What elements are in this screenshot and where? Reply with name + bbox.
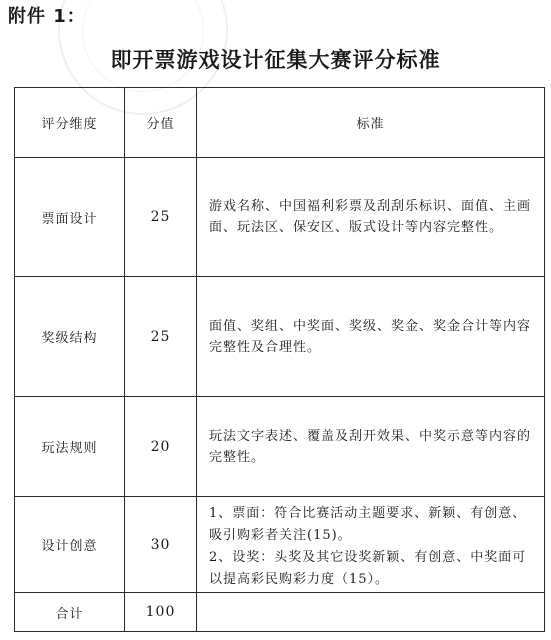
table-row (15, 277, 545, 397)
table-row (15, 397, 545, 497)
table-total-row (15, 593, 545, 632)
total-label: 合计 (15, 593, 125, 632)
criteria-item: 1、票面：符合比赛活动主题要求、新颖、有创意、吸引购彩者关注(15)。 (209, 506, 527, 543)
row-score: 20 (125, 397, 197, 497)
table-header-row (15, 88, 545, 158)
header-score: 分值 (125, 88, 197, 158)
criteria-item: 2、设奖：头奖及其它设奖新颖、有创意、中奖面可以提高彩民购彩力度（15）。 (209, 550, 527, 587)
row-dimension: 票面设计 (15, 158, 125, 277)
attachment-label: 附件 1： (8, 6, 86, 27)
table-row (15, 497, 545, 593)
row-dimension: 设计创意 (15, 497, 125, 593)
header-criteria: 标准 (197, 88, 545, 158)
total-criteria (197, 593, 545, 632)
row-dimension: 奖级结构 (15, 277, 125, 397)
criteria-text: 玩法文字表述、覆盖及刮开效果、中奖示意等内容的完整性。 (209, 428, 532, 465)
header-dimension: 评分维度 (15, 88, 125, 158)
total-score: 100 (125, 593, 197, 632)
row-criteria (197, 397, 545, 497)
row-score: 25 (125, 277, 197, 397)
row-score: 25 (125, 158, 197, 277)
row-criteria (197, 277, 545, 397)
row-criteria (197, 497, 545, 593)
row-score: 30 (125, 497, 197, 593)
scoring-table (14, 87, 545, 632)
table-row (15, 158, 545, 277)
criteria-text: 游戏名称、中国福利彩票及刮刮乐标识、面值、主画面、玩法区、保安区、版式设计等内容完整性。 (209, 199, 532, 235)
document-title: 即开票游戏设计征集大赛评分标准 (110, 47, 441, 72)
criteria-text: 面值、奖组、中奖面、奖级、奖金、奖金合计等内容完整性及合理性。 (209, 318, 532, 355)
row-criteria (197, 158, 545, 277)
row-dimension: 玩法规则 (15, 397, 125, 497)
